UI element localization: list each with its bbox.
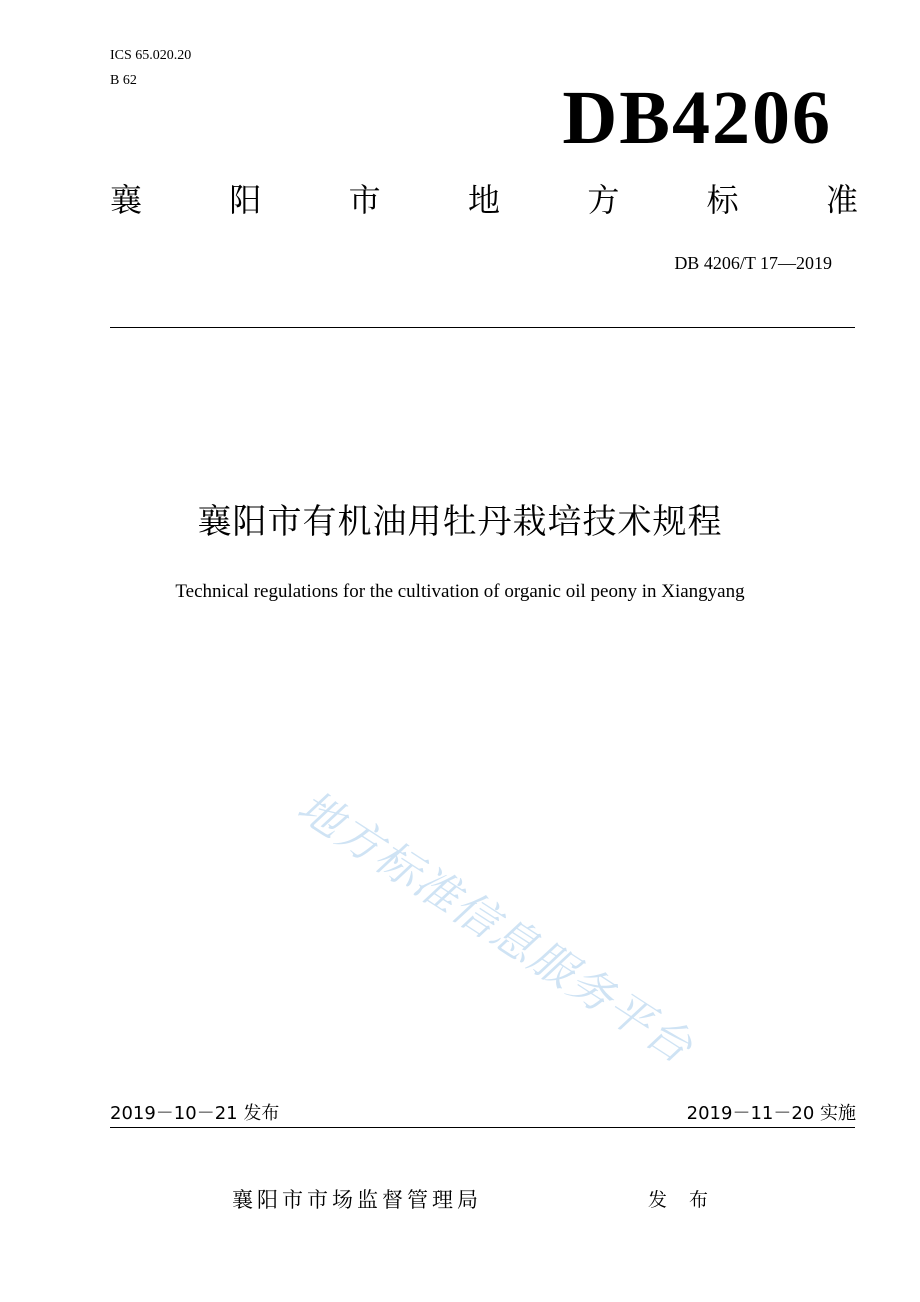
standard-type-char: 市: [348, 181, 381, 219]
standard-type-char: 阳: [229, 181, 262, 219]
issue-date: 2019－10－21 发布: [110, 1103, 280, 1124]
standard-type-char: 地: [467, 181, 500, 219]
issue-label: 发 布: [648, 1189, 717, 1211]
standard-code-logo: DB4206: [562, 76, 832, 160]
ics-code: ICS 65.020.20: [110, 48, 192, 63]
standard-type: [110, 178, 858, 222]
title-english: Technical regulations for the cultivation of organic oil peony in Xiangyang: [175, 581, 745, 602]
standard-type-char: 方: [587, 181, 620, 219]
issuing-authority: 襄阳市市场监督管理局: [232, 1188, 482, 1212]
ccs-code: B 62: [110, 73, 137, 88]
title-chinese: 襄阳市有机油用牡丹栽培技术规程: [197, 502, 723, 542]
standard-type-char: 标: [706, 181, 739, 219]
implementation-date: 2019－11－20 实施: [686, 1103, 856, 1124]
standard-type-char: 准: [825, 181, 858, 219]
watermark: 地方标准信息服务平台: [288, 780, 703, 1075]
footer-divider: [110, 1127, 855, 1128]
header-divider: [110, 327, 855, 328]
standard-type-char: 襄: [110, 181, 143, 219]
standard-number: DB 4206/T 17—2019: [674, 253, 832, 273]
